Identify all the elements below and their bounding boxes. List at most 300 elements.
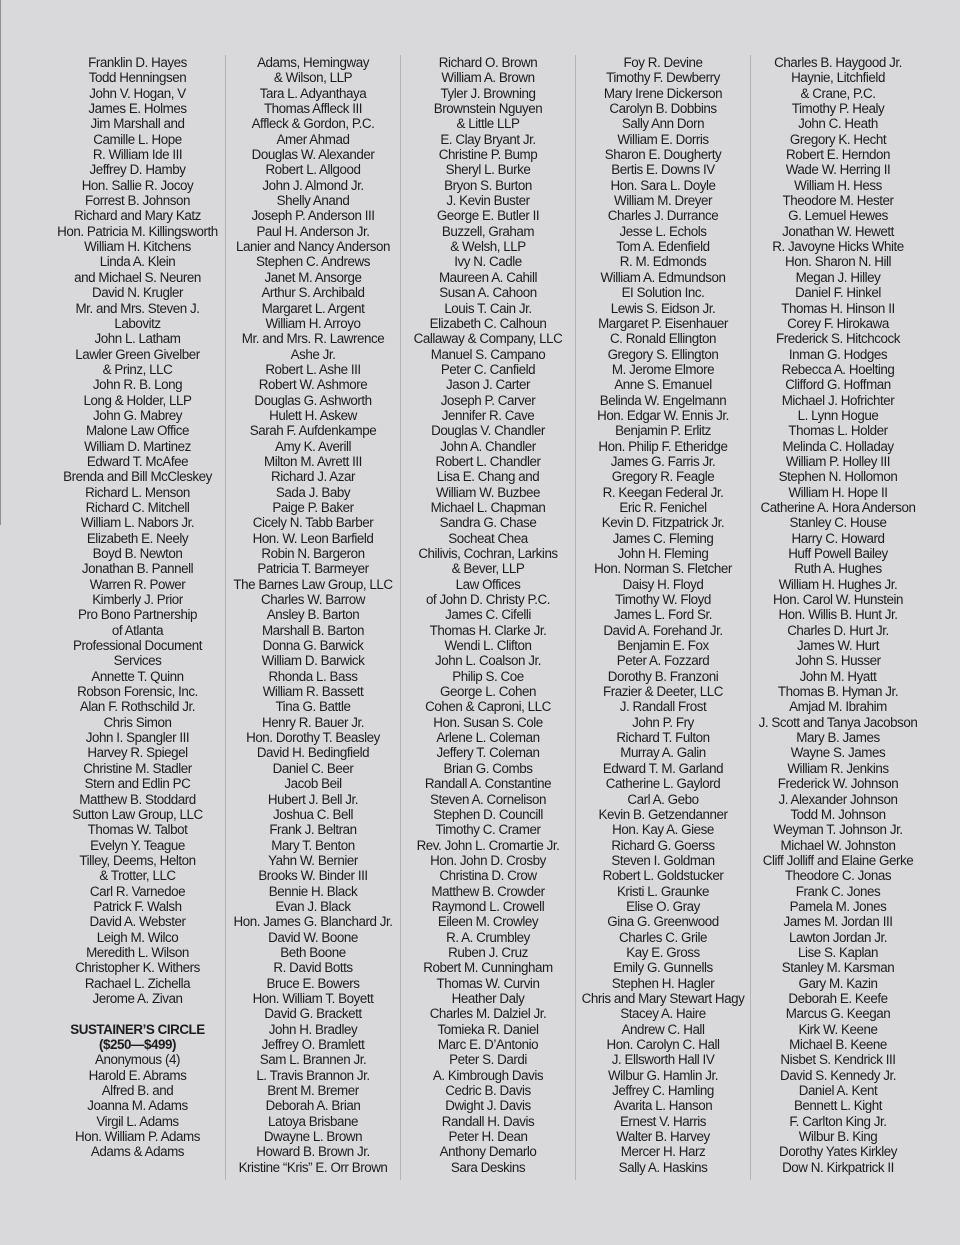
donor-name: William H. Hess bbox=[794, 177, 882, 193]
donor-name: James C. Fleming bbox=[612, 530, 714, 546]
donor-name: William M. Dreyer bbox=[614, 193, 712, 209]
donor-name: M. Jerome Elmore bbox=[611, 361, 715, 377]
donor-name: Wade W. Herring II bbox=[785, 162, 891, 178]
donor-name: Weyman T. Johnson Jr. bbox=[773, 822, 903, 838]
donor-name: J. Scott and Tanya Jacobson bbox=[758, 714, 918, 730]
donor-name: Amjad M. Ibrahim bbox=[789, 699, 887, 715]
donor-name: Long & Holder, LLP bbox=[83, 392, 192, 408]
donor-name: Anonymous (4) bbox=[95, 1052, 180, 1068]
donor-name: Cicely N. Tabb Barber bbox=[252, 515, 374, 531]
section-heading: SUSTAINER’S CIRCLE bbox=[70, 1021, 205, 1037]
donor-name: R. M. Edmonds bbox=[619, 254, 707, 270]
donor-name: Gary M. Kazin bbox=[798, 975, 878, 991]
donor-name: Dorothy B. Franzoni bbox=[607, 668, 719, 684]
donor-name: Boyd B. Newton bbox=[92, 546, 183, 561]
donor-name: Stanley M. Karsman bbox=[781, 960, 895, 976]
donor-list bbox=[50, 55, 950, 1180]
donor-name: Thomas W. Curvin bbox=[436, 975, 540, 991]
donor-name: R. A. Crumbley bbox=[446, 929, 530, 945]
donor-name: Robert W. Ashmore bbox=[258, 377, 368, 393]
donor-name: William H. Hughes Jr. bbox=[778, 576, 898, 592]
donor-name: Hon. William P. Adams bbox=[75, 1129, 200, 1145]
donor-name: Robert E. Herndon bbox=[786, 147, 890, 163]
donor-name: Clifford G. Hoffman bbox=[785, 377, 891, 393]
donor-name: Tyler J. Browning bbox=[440, 85, 536, 101]
donor-name: Robert L. Chandler bbox=[435, 453, 541, 469]
donor-name: Linda A. Klein bbox=[99, 254, 176, 270]
donor-name: R. Javoyne Hicks White bbox=[772, 239, 904, 255]
donor-name: Carolyn B. Dobbins bbox=[609, 101, 717, 117]
donor-name: Christine M. Stadler bbox=[83, 760, 192, 776]
donor-name: Sam L. Brannen Jr. bbox=[259, 1052, 367, 1068]
donor-name: Margaret P. Eisenhauer bbox=[598, 315, 728, 331]
donor-name: Adams & Adams bbox=[90, 1144, 185, 1160]
donor-name: William R. Bassett bbox=[262, 684, 364, 700]
donor-name: Joanna M. Adams bbox=[87, 1098, 188, 1114]
donor-name: Alfred B. and bbox=[101, 1083, 174, 1099]
section-spacer bbox=[50, 1006, 225, 1021]
donor-name: Kristi L. Graunke bbox=[616, 883, 710, 899]
donor-name: William A. Brown bbox=[441, 70, 535, 86]
donor-name: Forrest B. Johnson bbox=[84, 193, 191, 209]
donor-name: Law Offices bbox=[455, 576, 521, 592]
donor-name: Murray A. Galin bbox=[620, 745, 706, 761]
donor-name: Sheryl L. Burke bbox=[445, 162, 531, 178]
donor-name: Inman G. Hodges bbox=[788, 346, 888, 362]
donor-name: Matthew B. Crowder bbox=[431, 883, 545, 899]
donor-name: Lanier and Nancy Anderson bbox=[235, 239, 390, 255]
donor-name: Socheat Chea bbox=[448, 530, 528, 546]
donor-name: Christine P. Bump bbox=[438, 147, 538, 163]
donor-name: Cohen & Caproni, LLC bbox=[425, 699, 551, 715]
donor-name: Shelly Anand bbox=[276, 193, 350, 209]
donor-name: William L. Nabors Jr. bbox=[80, 515, 195, 531]
donor-name: Jeffrey O. Bramlett bbox=[261, 1037, 365, 1052]
donor-name: Joshua C. Bell bbox=[272, 806, 354, 822]
donor-name: Hubert J. Bell Jr. bbox=[267, 791, 359, 807]
donor-name: Hon. Edgar W. Ennis Jr. bbox=[597, 407, 729, 423]
donor-name: Charles D. Hurt Jr. bbox=[787, 622, 889, 638]
donor-name: Sandra G. Chase bbox=[439, 515, 537, 531]
donor-name: Timothy C. Cramer bbox=[435, 822, 541, 838]
donor-name: Douglas W. Alexander bbox=[251, 147, 375, 163]
donor-name: Carl A. Gebo bbox=[627, 791, 699, 807]
donor-name: Ivy N. Cadle bbox=[454, 254, 522, 270]
donor-name: Henry R. Bauer Jr. bbox=[261, 714, 365, 730]
donor-name: Thomas H. Hinson II bbox=[781, 300, 895, 316]
donor-name: Daniel C. Beer bbox=[272, 760, 354, 776]
donor-name: Jason J. Carter bbox=[445, 377, 531, 393]
donor-name: R. Keegan Federal Jr. bbox=[602, 484, 724, 500]
donor-name: Charles W. Barrow bbox=[261, 592, 365, 608]
donor-name: Virgil L. Adams bbox=[96, 1113, 179, 1129]
donor-name: Richard L. Menson bbox=[85, 484, 190, 500]
donor-name: EI Solution Inc. bbox=[621, 285, 705, 301]
donor-name: Richard J. Azar bbox=[270, 469, 356, 485]
donor-name: Christina D. Crow bbox=[439, 868, 537, 884]
donor-name: William D. Barwick bbox=[261, 653, 365, 669]
donor-name: Corey F. Hirokawa bbox=[787, 315, 889, 331]
donor-name: Dwight J. Davis bbox=[445, 1098, 531, 1114]
donor-name: Labovitz bbox=[114, 315, 161, 331]
donor-name: Dow N. Kirkpatrick II bbox=[782, 1159, 894, 1175]
donor-name: Tina G. Battle bbox=[275, 699, 351, 715]
donor-name: Paige P. Baker bbox=[272, 499, 354, 515]
donor-name: Philip S. Coe bbox=[452, 668, 524, 684]
donor-name: Patrick F. Walsh bbox=[93, 898, 182, 914]
donor-name: Richard G. Goerss bbox=[611, 837, 715, 853]
donor-name: Charles C. Grile bbox=[618, 929, 708, 945]
donor-name: Hon. Susan S. Cole bbox=[433, 714, 543, 730]
donor-name: Alan F. Rothschild Jr. bbox=[79, 699, 196, 715]
donor-name: Edward T. McAfee bbox=[86, 453, 189, 469]
donor-name: James E. Holmes bbox=[88, 101, 187, 117]
donor-name: Annette T. Quinn bbox=[91, 668, 184, 684]
donor-name: Randall A. Constantine bbox=[424, 776, 552, 792]
donor-name: Timothy P. Healy bbox=[791, 101, 885, 117]
donor-name: Frank J. Beltran bbox=[269, 822, 357, 838]
donor-name: Stephen D. Councill bbox=[433, 806, 543, 822]
donor-name: Hon. Willis B. Hunt Jr. bbox=[778, 607, 898, 623]
donor-name: Harry C. Howard bbox=[791, 530, 885, 546]
donor-name: E. Clay Bryant Jr. bbox=[440, 131, 536, 147]
donor-name: The Barnes Law Group, LLC bbox=[233, 576, 393, 592]
donor-name: Malone Law Office bbox=[85, 423, 189, 439]
donor-name: Joseph P. Anderson III bbox=[251, 208, 375, 224]
donor-name: Brenda and Bill McCleskey bbox=[63, 469, 212, 485]
donor-name: Foy R. Devine bbox=[623, 55, 703, 70]
donor-name: Buzzell, Graham bbox=[441, 223, 535, 239]
donor-name: Stephen H. Hagler bbox=[611, 975, 715, 991]
donor-name: William H. Hope II bbox=[788, 484, 888, 500]
donor-name: Megan J. Hilley bbox=[795, 269, 881, 285]
donor-name: James M. Jordan III bbox=[783, 914, 893, 930]
donor-name: Leigh M. Wilco bbox=[96, 929, 179, 945]
donor-name: Wilbur B. King bbox=[798, 1129, 878, 1145]
donor-name: James G. Farris Jr. bbox=[610, 453, 716, 469]
donor-name: Tom A. Edenfield bbox=[616, 239, 710, 255]
donor-name: Charles M. Dalziel Jr. bbox=[429, 1006, 547, 1022]
donor-name: Sharon E. Dougherty bbox=[604, 147, 722, 163]
donor-name: Douglas V. Chandler bbox=[431, 423, 545, 439]
donor-name: George E. Butler II bbox=[436, 208, 540, 224]
donor-name: Deborah A. Brian bbox=[265, 1098, 361, 1114]
donor-name: Stephen N. Hollomon bbox=[778, 469, 898, 485]
donor-name: Hon. Carolyn C. Hall bbox=[606, 1037, 720, 1052]
donor-name: Mary T. Benton bbox=[271, 837, 355, 853]
donor-name: Brent M. Bremer bbox=[267, 1083, 359, 1099]
donor-name: Robin N. Bargeron bbox=[261, 546, 365, 561]
donor-name: Hon. Norman S. Fletcher bbox=[594, 561, 732, 577]
donor-name: Sally Ann Dorn bbox=[621, 116, 705, 132]
donor-name: Richard O. Brown bbox=[438, 55, 538, 70]
donor-name: Marc E. D’Antonio bbox=[437, 1037, 539, 1052]
donor-name: Carl R. Varnedoe bbox=[89, 883, 186, 899]
donor-name: Peter A. Fozzard bbox=[616, 653, 710, 669]
donor-name: Eric R. Fenichel bbox=[619, 499, 707, 515]
donor-name: Thomas Affleck III bbox=[263, 101, 363, 117]
donor-name: Milton M. Avrett III bbox=[264, 453, 362, 469]
donor-name: Callaway & Company, LLC bbox=[413, 331, 563, 347]
donor-name: Thomas W. Talbot bbox=[87, 822, 188, 838]
donor-name: William W. Buzbee bbox=[436, 484, 540, 500]
donor-name: William E. Dorris bbox=[617, 131, 709, 147]
margin-rule bbox=[0, 0, 1, 525]
donor-name: Lewis S. Eidson Jr. bbox=[610, 300, 716, 316]
donor-name: Bruce E. Bowers bbox=[266, 975, 360, 991]
donor-name: David A. Webster bbox=[89, 914, 186, 930]
donor-name: Timothy F. Dewberry bbox=[606, 70, 720, 86]
donor-name: Hon. James G. Blanchard Jr. bbox=[233, 914, 393, 930]
donor-name: David W. Boone bbox=[268, 929, 358, 945]
donor-name: Steven I. Goldman bbox=[611, 852, 715, 868]
donor-name: Sada J. Baby bbox=[275, 484, 351, 500]
donor-name: Dorothy Yates Kirkley bbox=[778, 1144, 898, 1160]
donor-name: James L. Ford Sr. bbox=[613, 607, 713, 623]
donor-name: Kevin B. Getzendanner bbox=[598, 806, 728, 822]
donor-name: Daniel A. Kent bbox=[798, 1083, 878, 1099]
donor-name: Stephen C. Andrews bbox=[256, 254, 370, 270]
donor-name: Frazier & Deeter, LLC bbox=[602, 684, 724, 700]
donor-name: Avarita L. Hanson bbox=[613, 1098, 713, 1114]
donor-name: Arlene L. Coleman bbox=[436, 730, 540, 746]
donor-name: Lawler Green Givelber bbox=[75, 346, 200, 362]
donor-name: Jennifer R. Cave bbox=[441, 407, 535, 423]
donor-name: John H. Bradley bbox=[268, 1021, 358, 1037]
donor-name: Meredith L. Wilson bbox=[86, 944, 189, 960]
donor-name: Frederick W. Johnson bbox=[777, 776, 899, 792]
donor-name: Thomas B. Hyman Jr. bbox=[777, 684, 899, 700]
donor-name: Mary B. James bbox=[796, 730, 880, 746]
donor-name: J. Randall Frost bbox=[619, 699, 707, 715]
donor-name: David G. Brackett bbox=[264, 1006, 362, 1022]
donor-name: G. Lemuel Hewes bbox=[788, 208, 888, 224]
donor-name: Jacob Beil bbox=[284, 776, 342, 792]
donor-name: Brownstein Nguyen bbox=[433, 101, 543, 117]
donor-name: Catherine L. Gaylord bbox=[605, 776, 721, 792]
donor-name: Hon. John D. Crosby bbox=[430, 852, 546, 868]
donor-name: Hon. William T. Boyett bbox=[252, 990, 374, 1006]
donor-name: Hon. W. Leon Barfield bbox=[252, 530, 374, 546]
donor-name: Mr. and Mrs. R. Lawrence bbox=[241, 331, 385, 347]
donor-name: John J. Almond Jr. bbox=[262, 177, 364, 193]
donor-name: Wilbur G. Hamlin Jr. bbox=[607, 1067, 719, 1083]
donor-name: Benjamin E. Fox bbox=[617, 638, 709, 654]
donor-name: Lawton Jordan Jr. bbox=[788, 929, 888, 945]
donor-name: Pro Bono Partnership bbox=[77, 607, 198, 623]
donor-name: & Trotter, LLC bbox=[99, 868, 176, 884]
donor-name: Ernest V. Harris bbox=[619, 1113, 707, 1129]
donor-name: & Little LLP bbox=[456, 116, 520, 132]
donor-name: Nisbet S. Kendrick III bbox=[780, 1052, 896, 1068]
donor-name: Robert L. Ashe III bbox=[265, 361, 361, 377]
donor-name: Catherine A. Hora Anderson bbox=[760, 499, 916, 515]
donor-name: Susan A. Cahoon bbox=[439, 285, 537, 301]
donor-name: Howard B. Brown Jr. bbox=[256, 1144, 370, 1160]
donor-name: Michael L. Chapman bbox=[430, 499, 546, 515]
donor-name: Jeffrey C. Hamling bbox=[612, 1083, 714, 1099]
donor-name: Stanley C. House bbox=[789, 515, 887, 531]
donor-name: Evan J. Black bbox=[275, 898, 351, 914]
donor-name: & Welsh, LLP bbox=[450, 239, 526, 255]
donor-name: Mr. and Mrs. Steven J. bbox=[75, 300, 200, 316]
donor-name: F. Carlton King Jr. bbox=[789, 1113, 887, 1129]
donor-name: Rebecca A. Hoelting bbox=[781, 361, 895, 377]
donor-name: Ruben J. Cruz bbox=[448, 944, 528, 960]
donor-name: Margaret L. Argent bbox=[261, 300, 365, 316]
donor-name: Kirk W. Keene bbox=[798, 1021, 878, 1037]
donor-name: Hulett H. Askew bbox=[269, 407, 357, 423]
donor-name: Jeffery T. Coleman bbox=[436, 745, 540, 761]
donor-name: Theodore M. Hester bbox=[782, 193, 894, 209]
donor-name: John R. B. Long bbox=[92, 377, 183, 393]
donor-name: Raymond L. Crowell bbox=[431, 898, 545, 914]
donor-name: John G. Mabrey bbox=[93, 407, 182, 423]
donor-name: Chilivis, Cochran, Larkins bbox=[418, 546, 558, 561]
donor-column-5 bbox=[750, 55, 925, 1180]
donor-name: Amy K. Averill bbox=[274, 438, 352, 454]
donor-name: Hon. Sara L. Doyle bbox=[610, 177, 716, 193]
donor-name: John I. Spangler III bbox=[85, 730, 190, 746]
donor-name: Paul H. Anderson Jr. bbox=[256, 223, 370, 239]
donor-name: William H. Kitchens bbox=[84, 239, 191, 255]
donor-name: Heather Daly bbox=[451, 990, 525, 1006]
donor-name: Brian G. Combs bbox=[443, 760, 533, 776]
donor-name: Jesse L. Echols bbox=[619, 223, 707, 239]
donor-name: Tara L. Adyanthaya bbox=[259, 85, 367, 101]
donor-name: Gregory R. Feagle bbox=[611, 469, 715, 485]
donor-name: Thomas H. Clarke Jr. bbox=[429, 622, 547, 638]
donor-name: Kay E. Gross bbox=[626, 944, 700, 960]
donor-name: Randall H. Davis bbox=[441, 1113, 535, 1129]
donor-column-1 bbox=[50, 55, 225, 1180]
donor-name: Affleck & Gordon, P.C. bbox=[251, 116, 375, 132]
donor-name: Warren R. Power bbox=[89, 576, 186, 592]
donor-name: Jonathan W. Hewett bbox=[782, 223, 894, 239]
donor-name: Rhonda L. Bass bbox=[268, 668, 358, 684]
donor-name: Thomas L. Holder bbox=[788, 423, 888, 439]
donor-name: A. Kimbrough Davis bbox=[432, 1067, 544, 1083]
donor-name: Bennie H. Black bbox=[268, 883, 358, 899]
donor-name: Richard and Mary Katz bbox=[74, 208, 201, 224]
donor-name: Sara Deskins bbox=[450, 1159, 526, 1175]
donor-name: J. Kevin Buster bbox=[446, 193, 530, 209]
donor-name: Matthew B. Stoddard bbox=[79, 791, 196, 807]
donor-name: Services bbox=[113, 653, 162, 669]
donor-name: John S. Husser bbox=[795, 653, 881, 669]
donor-name: Amer Ahmad bbox=[276, 131, 350, 147]
donor-name: Jim Marshall and bbox=[90, 116, 185, 132]
donor-name: John L. Latham bbox=[94, 331, 181, 347]
donor-name: Peter C. Canfield bbox=[440, 361, 536, 377]
donor-name: Benjamin P. Erlitz bbox=[615, 423, 711, 439]
donor-name: David H. Bedingfield bbox=[256, 745, 370, 761]
donor-name: Stern and Edlin PC bbox=[84, 776, 191, 792]
donor-name: Daniel F. Hinkel bbox=[795, 285, 881, 301]
donor-name: Wayne S. James bbox=[790, 745, 886, 761]
donor-name: Anne S. Emanuel bbox=[614, 377, 712, 393]
donor-name: Bertis E. Downs IV bbox=[611, 162, 715, 178]
donor-name: Lisa E. Chang and bbox=[436, 469, 540, 485]
donor-name: Latoya Brisbane bbox=[267, 1113, 359, 1129]
donor-name: Kimberly J. Prior bbox=[92, 592, 183, 608]
donor-name: Pamela M. Jones bbox=[789, 898, 887, 914]
donor-name: & Bever, LLP bbox=[451, 561, 525, 577]
donor-name: Bennett L. Kight bbox=[793, 1098, 883, 1114]
donor-name: of Atlanta bbox=[111, 622, 164, 638]
donor-name: Jonathan B. Pannell bbox=[81, 561, 194, 577]
donor-name: Gregory S. Ellington bbox=[607, 346, 719, 362]
donor-name: David N. Krugler bbox=[91, 285, 184, 301]
donor-name: Michael B. Keene bbox=[789, 1037, 887, 1052]
donor-name: Frederick S. Hitchcock bbox=[775, 331, 901, 347]
donor-name: Robert M. Cunningham bbox=[423, 960, 553, 976]
donor-name: & Wilson, LLP bbox=[273, 70, 353, 86]
donor-name: David S. Kennedy Jr. bbox=[779, 1067, 897, 1083]
donor-name: Wendi L. Clifton bbox=[444, 638, 532, 654]
donor-name: Walter B. Harvey bbox=[616, 1129, 710, 1145]
donor-name: Dwayne L. Brown bbox=[263, 1129, 363, 1145]
donor-name: Ruth A. Hughes bbox=[794, 561, 882, 577]
donor-name: Maureen A. Cahill bbox=[438, 269, 538, 285]
donor-name: John H. Fleming bbox=[617, 546, 709, 561]
donor-name: Janet M. Ansorge bbox=[264, 269, 362, 285]
donor-name: & Crane, P.C. bbox=[800, 85, 876, 101]
donor-name: Jerome A. Zivan bbox=[92, 990, 183, 1006]
donor-name: Andrew C. Hall bbox=[621, 1021, 705, 1037]
donor-name: John C. Heath bbox=[798, 116, 878, 132]
donor-name: L. Lynn Hogue bbox=[797, 407, 879, 423]
donor-name: Joseph P. Carver bbox=[440, 392, 536, 408]
donor-name: Haynie, Litchfield bbox=[791, 70, 885, 86]
donor-name: Anthony Demarlo bbox=[439, 1144, 537, 1160]
donor-name: John M. Hyatt bbox=[799, 668, 877, 684]
donor-name: Edward T. M. Garland bbox=[602, 760, 724, 776]
donor-name: Professional Document bbox=[73, 638, 202, 654]
donor-name: Robert L. Goldstucker bbox=[602, 868, 724, 884]
donor-name: Todd M. Johnson bbox=[790, 806, 886, 822]
donor-name: David A. Forehand Jr. bbox=[603, 622, 723, 638]
donor-name: William P. Holley III bbox=[785, 453, 891, 469]
donor-name: Hon. Philip F. Etheridge bbox=[598, 438, 728, 454]
donor-column-2 bbox=[225, 55, 400, 1180]
donor-name: Hon. Sallie R. Jocoy bbox=[81, 177, 194, 193]
donor-name: William R. Jenkins bbox=[787, 760, 889, 776]
donor-name: John V. Hogan, V bbox=[89, 85, 186, 101]
donor-name: Manuel S. Campano bbox=[430, 346, 546, 362]
donor-name: Yahn W. Bernier bbox=[268, 852, 358, 868]
donor-name: C. Ronald Ellington bbox=[609, 331, 717, 347]
donor-name: James W. Hurt bbox=[797, 638, 879, 654]
donor-name: Donna G. Barwick bbox=[262, 638, 364, 654]
donor-name: Cliff Jolliff and Elaine Gerke bbox=[762, 852, 914, 868]
donor-name: Jeffrey D. Hamby bbox=[89, 162, 186, 178]
donor-name: Timothy W. Floyd bbox=[615, 592, 711, 608]
donor-name: Belinda W. Engelmann bbox=[599, 392, 727, 408]
donor-name: Rev. John L. Cromartie Jr. bbox=[416, 837, 560, 853]
donor-name: Stacey A. Haire bbox=[620, 1006, 706, 1022]
donor-name: Hon. Dorothy T. Beasley bbox=[246, 730, 380, 746]
donor-name: Hon. Patricia M. Killingsworth bbox=[57, 223, 218, 239]
donor-name: Daisy H. Floyd bbox=[622, 576, 704, 592]
donor-name: R. David Botts bbox=[273, 960, 353, 976]
donor-name: John A. Chandler bbox=[440, 438, 536, 454]
donor-name: Elizabeth C. Calhoun bbox=[429, 315, 547, 331]
donor-name: Camille L. Hope bbox=[93, 131, 182, 147]
donor-name: & Prinz, LLC bbox=[102, 361, 173, 377]
donor-name: Mercer H. Harz bbox=[620, 1144, 706, 1160]
donor-name: Peter S. Dardi bbox=[449, 1052, 527, 1068]
